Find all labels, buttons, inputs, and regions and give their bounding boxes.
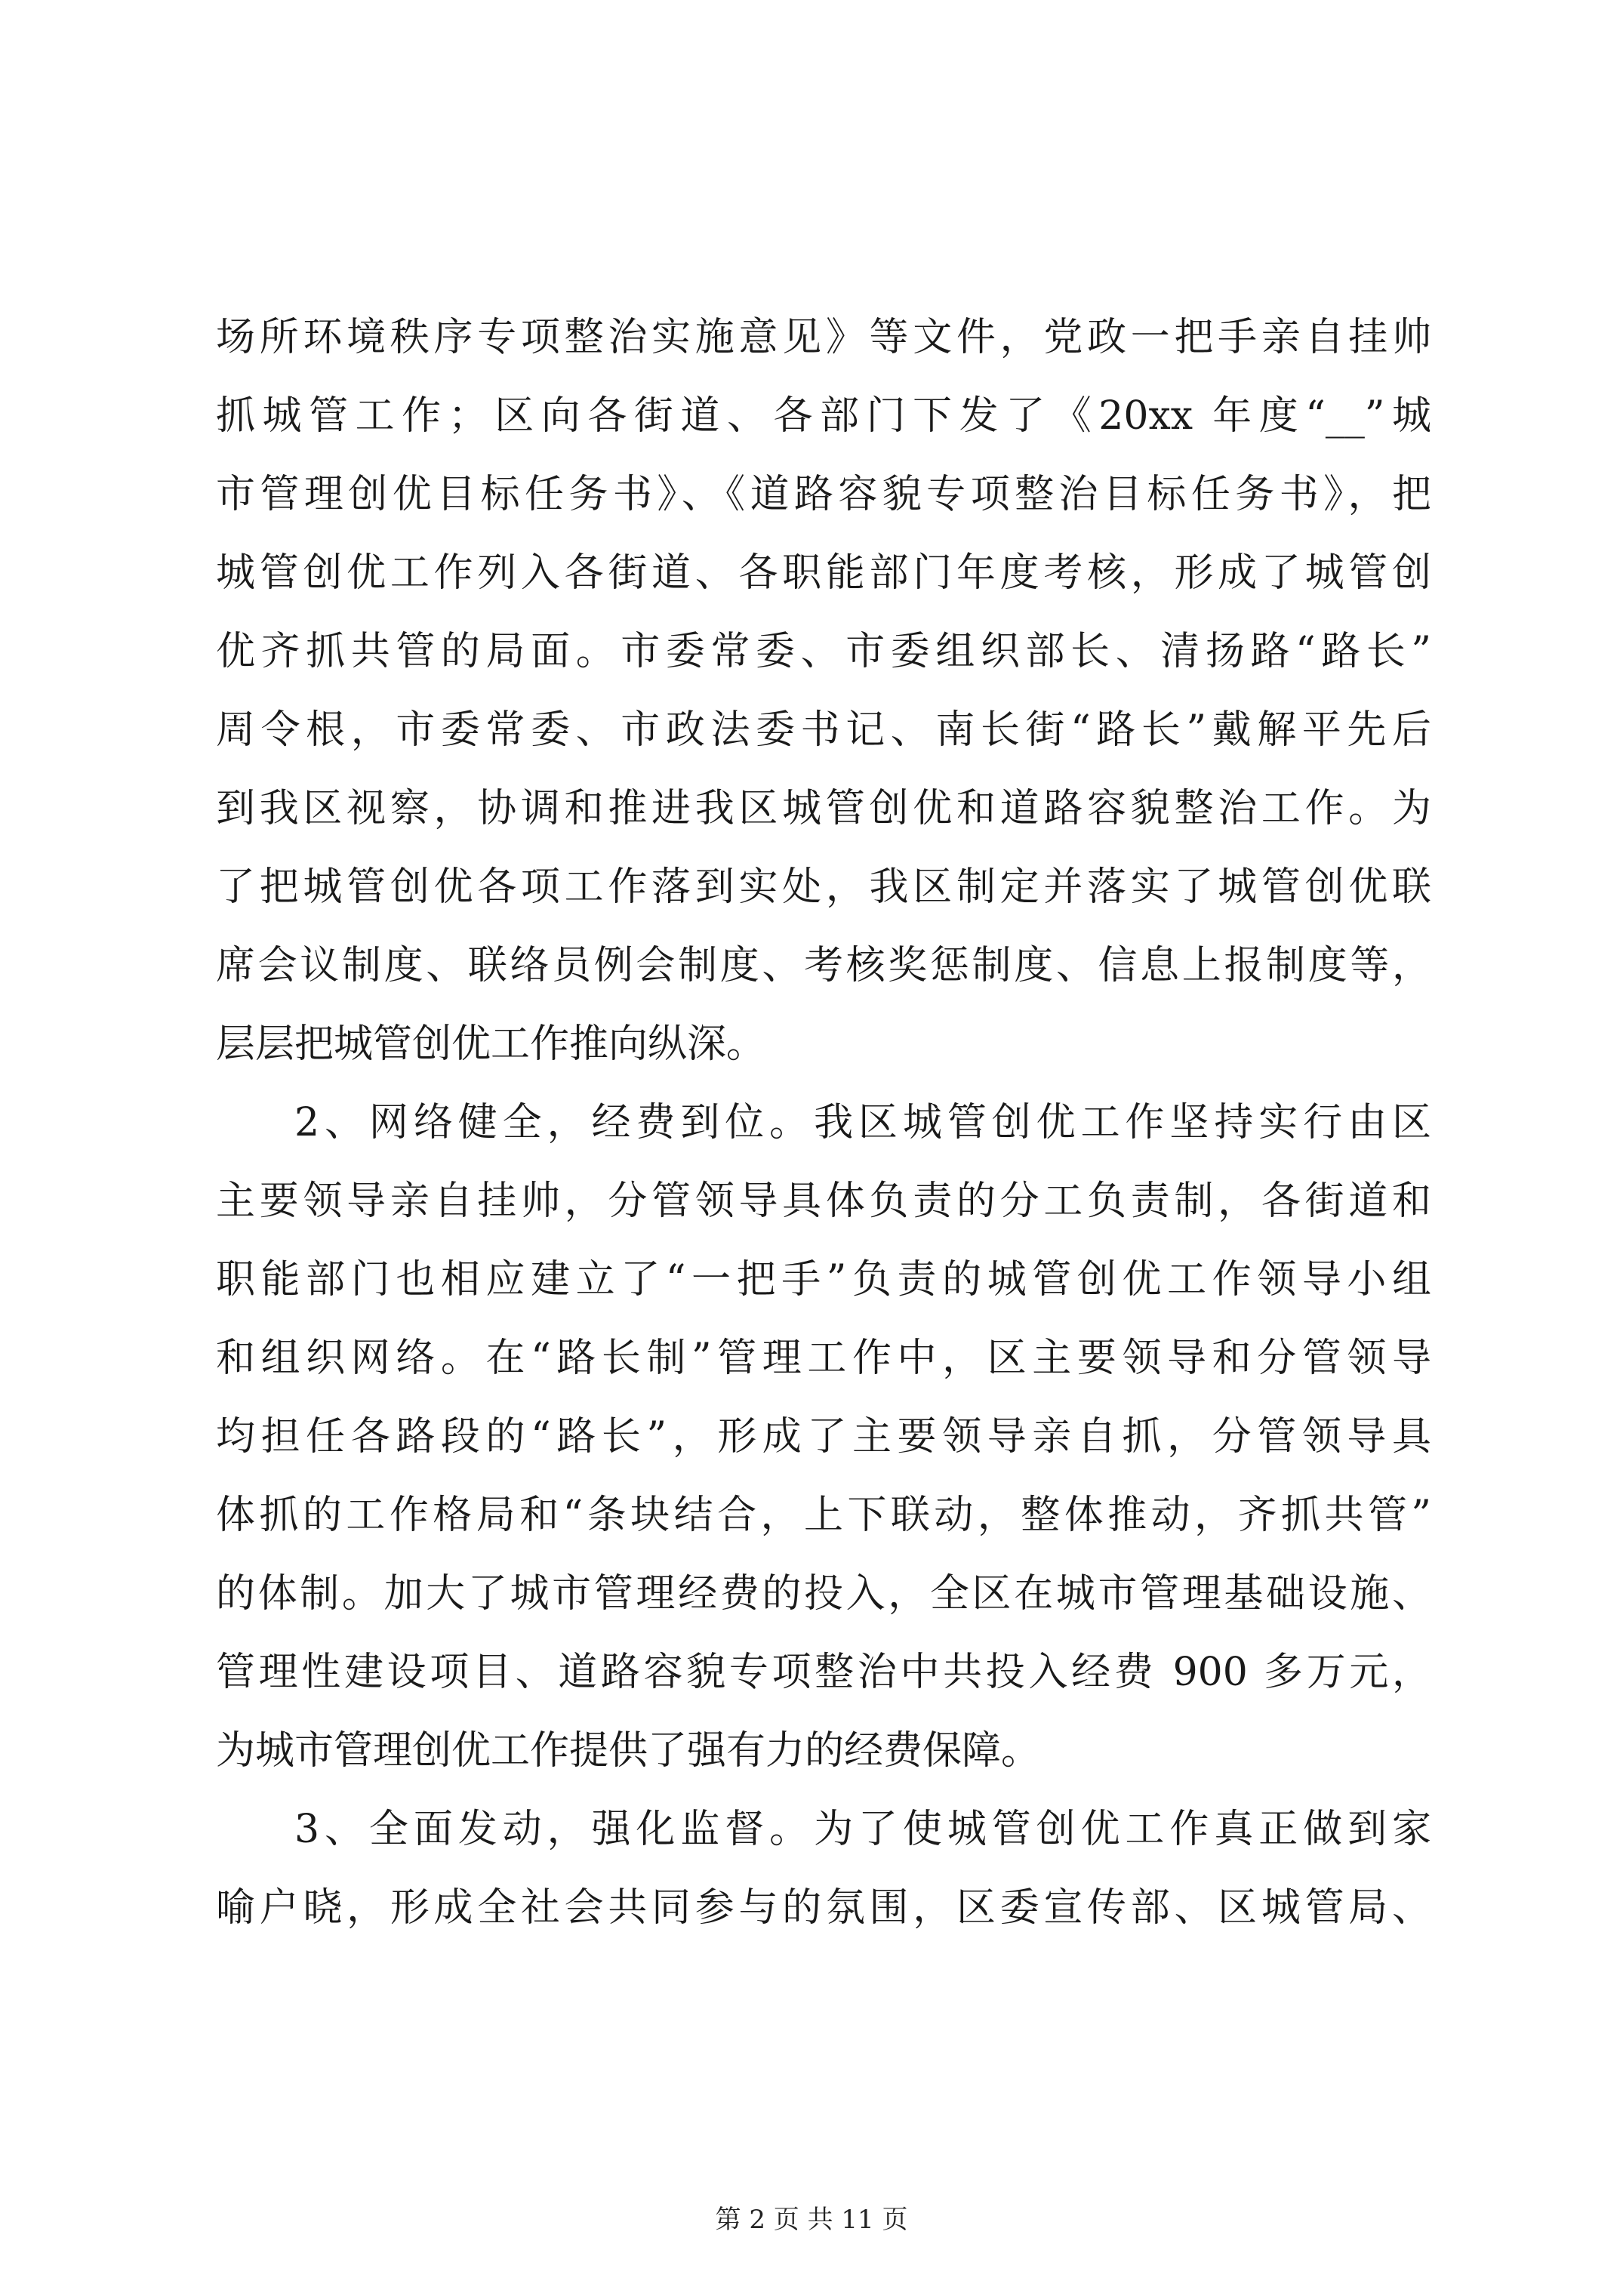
text-line: 和组织网络。在“路长制”管理工作中，区主要领导和分管领导 xyxy=(216,1336,1431,1381)
text-line: 抓城管工作；区向各街道、各部门下发了《20xx 年度“__”城 xyxy=(216,393,1431,439)
text-line: 喻户晓，形成全社会共同参与的氛围，区委宣传部、区城管局、 xyxy=(216,1885,1431,1931)
text-line: 市管理创优目标任务书》、《道路容貌专项整治目标任务书》，把 xyxy=(216,472,1431,517)
text-line: 主要领导亲自挂帅，分管领导具体负责的分工负责制，各街道和 xyxy=(216,1179,1431,1224)
text-line: 席会议制度、联络员例会制度、考核奖惩制度、信息上报制度等， xyxy=(216,943,1431,988)
paragraph-1 xyxy=(216,298,1431,1083)
text-line: 了把城管创优各项工作落到实处，我区制定并落实了城管创优联 xyxy=(216,864,1431,910)
text-line: 均担任各路段的“路长”，形成了主要领导亲自抓，分管领导具 xyxy=(216,1414,1431,1459)
text-line: 层层把城管创优工作推向纵深。 xyxy=(216,1022,766,1067)
text-line: 的体制。加大了城市管理经费的投入，全区在城市管理基础设施、 xyxy=(216,1571,1431,1616)
text-line: 3、全面发动，强化监督。为了使城管创优工作真正做到家 xyxy=(294,1807,1431,1852)
document-body xyxy=(216,298,1431,1947)
text-line: 城管创优工作列入各街道、各职能部门年度考核，形成了城管创 xyxy=(216,550,1431,596)
text-line: 周令根，市委常委、市政法委书记、南长街“路长”戴解平先后 xyxy=(216,707,1431,753)
text-line: 管理性建设项目、道路容貌专项整治中共投入经费 900 多万元， xyxy=(216,1650,1431,1695)
text-line: 职能部门也相应建立了“一把手”负责的城管创优工作领导小组 xyxy=(216,1257,1431,1302)
text-line: 为城市管理创优工作提供了强有力的经费保障。 xyxy=(216,1728,1041,1774)
text-line: 体抓的工作格局和“条块结合，上下联动，整体推动，齐抓共管” xyxy=(216,1493,1431,1538)
paragraph-3 xyxy=(216,1790,1431,1947)
text-line: 2、网络健全，经费到位。我区城管创优工作坚持实行由区 xyxy=(294,1100,1431,1145)
text-line: 到我区视察，协调和推进我区城管创优和道路容貌整治工作。为 xyxy=(216,786,1431,831)
text-line: 场所环境秩序专项整治实施意见》等文件，党政一把手亲自挂帅 xyxy=(216,315,1431,360)
paragraph-2 xyxy=(216,1083,1431,1790)
text-line: 优齐抓共管的局面。市委常委、市委组织部长、清扬路“路长” xyxy=(216,629,1431,674)
page-number-footer: 第 2 页 共 11 页 xyxy=(715,2205,908,2235)
